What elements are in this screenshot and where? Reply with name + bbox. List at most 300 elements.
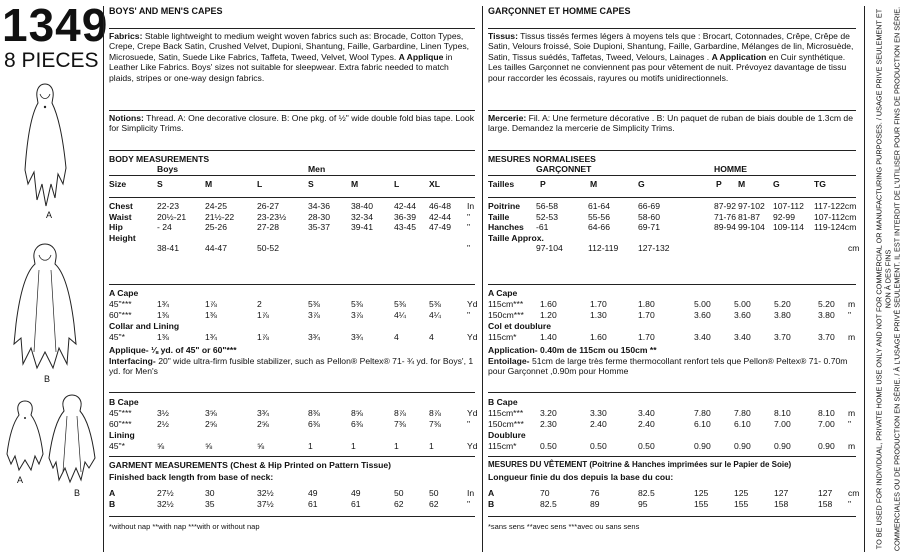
table-cell: 1.60 <box>590 332 607 342</box>
english-notions <box>109 110 475 134</box>
row-label: Poitrine <box>488 201 520 211</box>
table-cell: 46-48 <box>429 201 451 211</box>
row-label: Taille Approx. <box>488 232 544 243</box>
table-cell: 8⅝ <box>351 408 363 418</box>
row-label: 115cm*** <box>488 408 524 418</box>
size-cell: XL <box>429 179 440 189</box>
divider-left <box>103 6 104 552</box>
table-cell: 109-114 <box>773 222 804 233</box>
unit-cell: m <box>848 299 856 309</box>
table-cell: 1.70 <box>590 299 607 309</box>
table-cell: 35-37 <box>308 222 330 233</box>
table-cell: 1 <box>429 441 434 451</box>
french-fabrics <box>488 28 856 83</box>
table-cell: 2½ <box>157 418 169 429</box>
legal-side-panel <box>866 0 910 558</box>
garment-title: GARMENT MEASUREMENTS (Chest & Hip Printed on Pattern Tissue) <box>109 460 392 470</box>
table-cell: 64-66 <box>588 222 610 233</box>
size-row <box>109 179 479 189</box>
table-cell: 30 <box>205 488 215 498</box>
table-cell: 8.10 <box>774 408 791 418</box>
footnote-rule <box>109 516 475 517</box>
fr-body-rule <box>488 150 856 151</box>
table-row <box>488 201 860 211</box>
unit-cell: " <box>467 309 471 320</box>
size-cell: L <box>257 179 263 189</box>
table-cell: 70 <box>540 488 550 498</box>
interfacing-label: Interfacing- <box>109 356 156 366</box>
unit-cell: m <box>848 332 856 342</box>
lining-title: Lining <box>109 430 135 440</box>
table-cell: 3¾ <box>351 332 363 342</box>
garment-rule <box>109 456 475 457</box>
size-cell: S <box>308 179 314 189</box>
table-cell: 6.10 <box>734 418 751 429</box>
table-cell: 56-58 <box>536 201 558 211</box>
table-cell: 1⅞ <box>257 332 269 342</box>
table-cell: 1.70 <box>638 332 655 342</box>
table-cell: 50 <box>394 488 404 498</box>
table-cell: 4 <box>429 332 434 342</box>
pattern-cover-panel <box>0 0 109 558</box>
table-cell: 66-69 <box>638 201 660 211</box>
table-cell: 62 <box>429 499 439 509</box>
table-row <box>109 299 479 309</box>
table-cell: 3.40 <box>694 332 711 342</box>
unit-cell: " <box>848 418 852 429</box>
fabrics-text-2: in Leather Like Fabrics. Boys' sizes not suitable for sleepwear. Extra fabric needed to match plaids, stripes or one-way design fabrics. <box>109 51 453 83</box>
table-cell: 3¾ <box>308 332 320 342</box>
row-label: A <box>109 488 116 498</box>
table-row <box>488 499 860 509</box>
table-cell: 155 <box>694 499 709 509</box>
table-cell: 89-94 <box>714 222 736 233</box>
table-cell: 3.40 <box>734 332 751 342</box>
table-cell: 81-87 <box>738 211 760 222</box>
table-cell: 4¼ <box>394 309 406 320</box>
group-boys: Boys <box>157 164 179 174</box>
table-cell: 0.90 <box>694 441 711 451</box>
table-row <box>109 499 479 509</box>
body-rule <box>109 150 475 151</box>
table-cell: 32½ <box>257 488 274 498</box>
table-cell: 99-104 <box>738 222 765 233</box>
table-cell: 61-64 <box>588 201 610 211</box>
fr-finished-title: Longueur finie du dos depuis la base du cou: <box>488 472 674 482</box>
table-cell: 3.80 <box>818 309 835 320</box>
table-cell: 36-39 <box>394 211 416 222</box>
size-cell: TG <box>814 179 826 189</box>
table-cell: 7⅜ <box>429 418 441 429</box>
table-cell: 2⅝ <box>205 418 217 429</box>
table-cell: 1⅞ <box>257 309 269 320</box>
fr-a-cape-rule <box>488 284 856 285</box>
table-cell: 61 <box>308 499 318 509</box>
size-cell: M <box>590 179 598 189</box>
table-cell: 49 <box>351 488 361 498</box>
table-cell: 2.40 <box>590 418 607 429</box>
cape-b-illustration <box>12 240 78 370</box>
mercerie-text: Fil. A: Une fermeture décorative . B: Un paquet de ruban de biais double de 1.3cm de large. Demandez la mercerie de Simplicity Trims. <box>488 113 853 134</box>
english-column <box>109 6 479 552</box>
english-title: BOYS' AND MEN'S CAPES <box>109 6 223 16</box>
table-cell: 125 <box>734 488 749 498</box>
table-cell: 22-23 <box>157 201 179 211</box>
group-homme: HOMME <box>714 164 747 174</box>
figure-label-b-top: B <box>44 374 51 384</box>
row-label: 150cm*** <box>488 309 524 320</box>
fr-body-title: MESURES NORMALISEES <box>488 154 596 164</box>
table-cell: 62 <box>394 499 404 509</box>
table-row <box>488 488 860 498</box>
row-label: 60"*** <box>109 309 132 320</box>
tissus-text-2: en Cuir synthétique. Les tailles Garçonnet ne conviennent pas pour vêtement de nuit. Prévoyez davantage de tissu pour raccorder les écossais, rayures ou motifs unidirectionnels. <box>488 51 847 83</box>
table-cell: 21½-22 <box>205 211 235 222</box>
table-cell: 127 <box>774 488 789 498</box>
size-cell: G <box>773 179 780 189</box>
table-cell: 1 <box>394 441 399 451</box>
table-cell: 1 <box>351 441 356 451</box>
interfacing-text: 20" wide ultra-firm fusible stabilizer, such as Pellon® Peltex® 71- ¾ yd. for Boys', 1 yd. for Men's <box>109 356 474 377</box>
table-cell: 82.5 <box>638 488 655 498</box>
row-label: 45"*** <box>109 299 132 309</box>
row-label: A <box>488 488 495 498</box>
table-cell: 158 <box>818 499 833 509</box>
table-cell: 50 <box>429 488 439 498</box>
table-cell: 71-76 <box>714 211 736 222</box>
table-cell: 0.90 <box>774 441 791 451</box>
table-row <box>109 222 479 232</box>
table-cell: 42-44 <box>429 211 451 222</box>
table-cell: ⅝ <box>205 441 213 451</box>
row-label: 115cm* <box>488 441 517 451</box>
size-cell: G <box>638 179 645 189</box>
table-row <box>488 332 860 342</box>
row-label: Hip <box>109 222 123 233</box>
table-row <box>488 243 860 253</box>
table-cell: 3.70 <box>774 332 791 342</box>
table-cell: 4 <box>394 332 399 342</box>
unit-cell: In <box>467 488 475 498</box>
french-notions <box>488 110 856 134</box>
table-cell: 1⅜ <box>157 309 169 320</box>
legal-line-1: TO BE USED FOR INDIVIDUAL, PRIVATE HOME USE ONLY AND NOT FOR COMMERCIAL OR MANUFACTURING PURPOSES. / USAGE PRIVE SEULEMENT ET NON À DES FINS <box>874 8 893 550</box>
entoilage-label: Entoilage- <box>488 356 530 366</box>
table-cell: 38-40 <box>351 201 373 211</box>
table-cell: 2.40 <box>638 418 655 429</box>
table-row <box>109 233 479 243</box>
table-cell: 2.30 <box>540 418 557 429</box>
french-column <box>488 6 860 552</box>
tissus-text: Tissus tissés fermes légers à moyens tels que : Brocart, Cotonnades, Crêpe, Crêpe de Satin, Velours froissé, Soie Dupioni, Shantung, Faille, Garbardine, Mélanges de lin, Microsuède, Satin, Tissus suédés, Taffetas, Tweed, Velours, Lainages . <box>488 31 854 62</box>
size-rule <box>109 175 475 176</box>
table-cell: -61 <box>536 222 549 233</box>
table-cell: 155 <box>734 499 749 509</box>
table-cell: 49 <box>308 488 318 498</box>
table-cell: 158 <box>774 499 789 509</box>
divider-middle <box>482 6 483 552</box>
fr-applique-note: Application- 0.40m de 115cm ou 150cm ** <box>488 345 657 355</box>
row-label: 115cm*** <box>488 299 524 309</box>
fr-lining-title: Doublure <box>488 430 526 440</box>
table-cell: 55-56 <box>588 211 610 222</box>
table-row <box>488 222 860 232</box>
table-cell: 27½ <box>157 488 174 498</box>
unit-cell: Yd <box>467 332 478 342</box>
unit-cell: cm <box>848 243 860 254</box>
fr-footnote-rule <box>488 516 856 517</box>
fr-footnote: *sans sens **avec sens ***avec ou sans sens <box>488 522 640 531</box>
row-label: Hanches <box>488 222 524 233</box>
size-cell: P <box>540 179 546 189</box>
table-cell: 3.40 <box>638 408 655 418</box>
row-label: 45"* <box>109 441 125 451</box>
applique-note: Applique- ⅛ yd. of 45" or 60"*** <box>109 345 237 355</box>
table-cell: 92-99 <box>773 211 795 222</box>
a-cape-title: A Cape <box>109 288 139 298</box>
table-cell: 3.20 <box>540 408 557 418</box>
table-cell: 117-122cm <box>814 201 857 211</box>
figure-label-a-bottom: A <box>17 475 24 485</box>
table-cell: 23-23½ <box>257 211 287 222</box>
table-cell: 1.80 <box>638 299 655 309</box>
table-cell: 52-53 <box>536 211 558 222</box>
unit-cell: m <box>848 441 856 451</box>
table-cell: 5.20 <box>818 299 835 309</box>
fr-b-cape-title: B Cape <box>488 397 518 407</box>
table-cell: ⅝ <box>157 441 165 451</box>
unit-cell: cm <box>848 488 860 498</box>
table-cell: 7.80 <box>694 408 711 418</box>
table-cell: 125 <box>694 488 709 498</box>
legal-text <box>875 4 902 554</box>
table-row <box>488 310 860 320</box>
table-cell: 7.80 <box>734 408 751 418</box>
table-row <box>109 310 479 320</box>
table-cell: 2 <box>257 299 262 309</box>
fr-measure-rule <box>488 197 856 198</box>
table-row <box>109 408 479 418</box>
table-cell: 5.20 <box>774 299 791 309</box>
size-cell: M <box>738 179 746 189</box>
pieces-count: 8 PIECES <box>4 49 99 72</box>
table-cell: 3.70 <box>818 332 835 342</box>
table-cell: 7⅜ <box>394 418 406 429</box>
mercerie-label: Mercerie: <box>488 113 527 123</box>
size-cell: L <box>394 179 400 189</box>
measure-rule <box>109 197 475 198</box>
table-cell: 42-44 <box>394 201 416 211</box>
table-cell: 7.00 <box>774 418 791 429</box>
fr-size-rule <box>488 175 856 176</box>
table-cell: ⅝ <box>257 441 265 451</box>
table-cell: 6⅜ <box>308 418 320 429</box>
table-cell: 3⅞ <box>351 309 363 320</box>
unit-cell: " <box>467 211 471 222</box>
table-cell: 0.90 <box>734 441 751 451</box>
table-cell: 87-92 <box>714 201 736 211</box>
row-label: Taille <box>488 211 510 222</box>
table-row <box>109 419 479 429</box>
table-cell: 1⅞ <box>205 299 217 309</box>
table-cell: 107-112cm <box>814 211 857 222</box>
table-cell: 8⅞ <box>429 408 441 418</box>
table-cell: 0.50 <box>638 441 655 451</box>
table-cell: 3½ <box>157 408 169 418</box>
table-cell: 37½ <box>257 499 274 509</box>
table-cell: 8⅜ <box>308 408 320 418</box>
size-cell: S <box>157 179 163 189</box>
table-row <box>488 408 860 418</box>
row-label: 60"*** <box>109 418 132 429</box>
table-cell: 28-30 <box>308 211 330 222</box>
table-cell: 27-28 <box>257 222 279 233</box>
table-cell: 89 <box>590 499 600 509</box>
cape-b-small-illustration <box>46 392 98 484</box>
collar-title: Collar and Lining <box>109 321 180 331</box>
b-cape-rule <box>109 392 475 393</box>
table-cell: 50-52 <box>257 243 279 254</box>
table-row <box>488 233 860 243</box>
table-cell: 5.00 <box>694 299 711 309</box>
table-row <box>488 419 860 429</box>
pattern-number: 1349 <box>2 0 109 51</box>
unit-cell: Yd <box>467 299 478 309</box>
interfacing-note <box>109 356 475 377</box>
unit-cell: m <box>848 408 856 418</box>
table-row <box>109 212 479 222</box>
row-label: B <box>488 499 495 509</box>
row-label: B <box>109 499 116 509</box>
row-label: 45"* <box>109 332 125 342</box>
table-cell: 3.30 <box>590 408 607 418</box>
body-title: BODY MEASUREMENTS <box>109 154 210 164</box>
unit-cell: In <box>467 201 475 211</box>
english-fabrics <box>109 28 475 83</box>
table-cell: 107-112 <box>773 201 804 211</box>
table-cell: 5⅜ <box>394 299 406 309</box>
table-cell: 82.5 <box>540 499 557 509</box>
table-row <box>109 441 479 451</box>
table-cell: 127 <box>818 488 833 498</box>
table-cell: 2⅝ <box>257 418 269 429</box>
fr-size-row <box>488 179 860 189</box>
table-cell: 1.20 <box>540 309 557 320</box>
size-cell: M <box>351 179 359 189</box>
fr-size-label: Tailles <box>488 179 515 189</box>
table-cell: 39-41 <box>351 222 373 233</box>
size-cell: M <box>205 179 213 189</box>
table-cell: 5⅜ <box>429 299 441 309</box>
table-cell: 5⅜ <box>308 299 320 309</box>
fr-collar-title: Col et doublure <box>488 321 552 331</box>
table-row <box>109 201 479 211</box>
table-row <box>109 243 479 253</box>
group-header-row <box>109 164 479 174</box>
unit-cell: " <box>467 499 471 509</box>
table-cell: 1¾ <box>205 332 217 342</box>
table-cell: 24-25 <box>205 201 227 211</box>
row-label: 45"*** <box>109 408 132 418</box>
table-cell: 25-26 <box>205 222 227 233</box>
table-cell: 127-132 <box>638 243 670 254</box>
table-cell: 34-36 <box>308 201 330 211</box>
table-cell: 35 <box>205 499 215 509</box>
table-cell: - 24 <box>157 222 172 233</box>
table-cell: 95 <box>638 499 648 509</box>
applique-label: A Applique <box>398 51 444 62</box>
fr-b-cape-rule <box>488 392 856 393</box>
table-cell: 3.60 <box>734 309 751 320</box>
table-row <box>109 332 479 342</box>
table-cell: 20½-21 <box>157 211 187 222</box>
tissus-label: Tissus: <box>488 31 518 41</box>
table-cell: 38-41 <box>157 243 179 254</box>
table-cell: 0.50 <box>590 441 607 451</box>
table-cell: 1⅜ <box>205 309 217 320</box>
table-cell: 3⅞ <box>308 309 320 320</box>
table-cell: 112-119 <box>588 243 619 254</box>
table-cell: 5.00 <box>734 299 751 309</box>
group-men: Men <box>308 164 326 174</box>
table-cell: 97-104 <box>536 243 563 254</box>
row-label: Height <box>109 232 136 243</box>
unit-cell: " <box>467 222 471 233</box>
table-cell: 43-45 <box>394 222 416 233</box>
size-label: Size <box>109 179 127 189</box>
table-cell: 8.10 <box>818 408 835 418</box>
application-label: A Application <box>711 51 767 62</box>
fr-garment-title: MESURES DU VÊTEMENT (Poitrine & Hanches imprimées sur le Papier de Soie) <box>488 460 792 469</box>
size-cell: P <box>716 179 722 189</box>
unit-cell: " <box>848 309 852 320</box>
table-cell: 5⅜ <box>351 299 363 309</box>
divider-right <box>864 6 865 552</box>
row-label: 115cm* <box>488 332 517 342</box>
table-cell: 0.50 <box>540 441 557 451</box>
cape-a-illustration <box>22 80 68 208</box>
fabrics-text: Stable lightweight to medium weight woven fabrics such as: Brocade, Cotton Types, Crepe, Crepe Back Satin, Crushed Velvet, Dupioni, Shantung, Faille, Garbardine, Linen Types, Microsuede, Satin, Suede Like Fabrics, Taffeta, Tweed, Velvet, Wool Types. <box>109 31 470 62</box>
table-cell: 3⅝ <box>205 408 217 418</box>
table-cell: 3¾ <box>257 408 269 418</box>
unit-cell: Yd <box>467 441 478 451</box>
table-row <box>488 212 860 222</box>
cape-a-small-illustration <box>4 398 46 472</box>
table-cell: 47-49 <box>429 222 451 233</box>
unit-cell: " <box>848 499 852 509</box>
table-cell: 32-34 <box>351 211 373 222</box>
table-cell: 1.30 <box>590 309 607 320</box>
table-cell: 58-60 <box>638 211 660 222</box>
french-title: GARÇONNET ET HOMME CAPES <box>488 6 631 16</box>
table-row <box>488 299 860 309</box>
table-cell: 61 <box>351 499 361 509</box>
table-cell: 6.10 <box>694 418 711 429</box>
fr-group-header-row <box>488 164 860 174</box>
b-cape-title: B Cape <box>109 397 139 407</box>
legal-line-2: COMMERCIALES OU DE PRODUCTION EN SÉRIE. / À L'USAGE PRIVÉ SEULEMENT. IL EST INTERDIT DE L'UTILISER POUR FINS DE PRODUCTION EN SÉRIE. <box>892 6 902 552</box>
table-cell: 1⅜ <box>157 332 169 342</box>
unit-cell: Yd <box>467 408 478 418</box>
table-cell: 6⅜ <box>351 418 363 429</box>
table-cell: 97-102 <box>738 201 765 211</box>
table-row <box>488 441 860 451</box>
finished-title: Finished back length from base of neck: <box>109 472 274 482</box>
group-garconnet: GARÇONNET <box>536 164 592 174</box>
table-cell: 1 <box>308 441 313 451</box>
table-cell: 1.70 <box>638 309 655 320</box>
table-cell: 69-71 <box>638 222 660 233</box>
